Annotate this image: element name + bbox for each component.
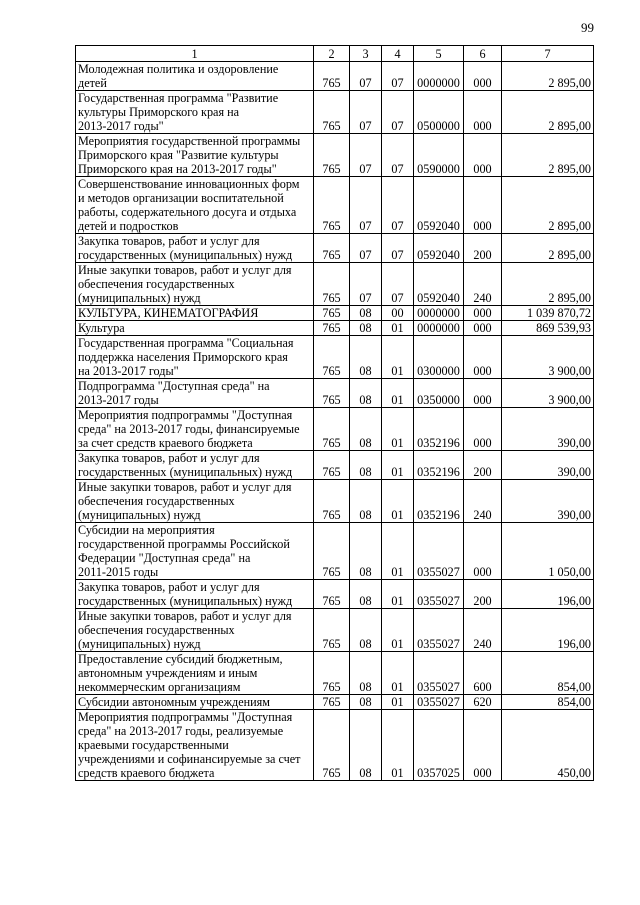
row-amount-cell: 2 895,00: [502, 234, 594, 263]
row-section-cell: 08: [350, 710, 382, 781]
table-row: [76, 609, 594, 652]
row-ministry-cell: 765: [314, 62, 350, 91]
row-name-cell: Государственная программа "Социальная поддержка населения Приморского края на 2013-2017 годы": [76, 336, 314, 379]
row-expense-type-cell: 240: [464, 263, 502, 306]
row-subsection-cell: 07: [382, 263, 414, 306]
row-amount-cell: 1 039 870,72: [502, 306, 594, 321]
row-ministry-cell: 765: [314, 134, 350, 177]
row-name-cell: Закупка товаров, работ и услуг для государственных (муниципальных) нужд: [76, 451, 314, 480]
header-cell-amount: 7: [502, 46, 594, 62]
row-amount-cell: 450,00: [502, 710, 594, 781]
row-ministry-cell: 765: [314, 408, 350, 451]
row-ministry-cell: 765: [314, 609, 350, 652]
row-target-article-cell: 0355027: [414, 523, 464, 580]
budget-table: [75, 45, 594, 781]
row-name-cell: Государственная программа "Развитие культуры Приморского края на 2013-2017 годы": [76, 91, 314, 134]
row-target-article-cell: 0350000: [414, 379, 464, 408]
row-name-cell: Совершенствование инновационных форм и методов организации воспитательной работы, содержательного досуга и отдыха детей и подростков: [76, 177, 314, 234]
row-amount-cell: 390,00: [502, 451, 594, 480]
row-ministry-cell: 765: [314, 580, 350, 609]
row-expense-type-cell: 200: [464, 580, 502, 609]
row-expense-type-cell: 200: [464, 234, 502, 263]
row-amount-cell: 196,00: [502, 609, 594, 652]
row-ministry-cell: 765: [314, 451, 350, 480]
row-name-cell: Предоставление субсидий бюджетным, автономным учреждениям и иным некоммерческим организациям: [76, 652, 314, 695]
row-section-cell: 07: [350, 134, 382, 177]
row-section-cell: 08: [350, 321, 382, 336]
row-target-article-cell: 0357025: [414, 710, 464, 781]
row-subsection-cell: 01: [382, 480, 414, 523]
row-expense-type-cell: 000: [464, 523, 502, 580]
row-target-article-cell: 0355027: [414, 652, 464, 695]
row-ministry-cell: 765: [314, 91, 350, 134]
row-expense-type-cell: 620: [464, 695, 502, 710]
row-section-cell: 08: [350, 609, 382, 652]
row-expense-type-cell: 600: [464, 652, 502, 695]
table-row: [76, 580, 594, 609]
row-amount-cell: 2 895,00: [502, 62, 594, 91]
row-name-cell: Закупка товаров, работ и услуг для государственных (муниципальных) нужд: [76, 580, 314, 609]
row-ministry-cell: 765: [314, 321, 350, 336]
row-target-article-cell: 0500000: [414, 91, 464, 134]
header-cell-ministry: 2: [314, 46, 350, 62]
row-name-cell: Субсидии автономным учреждениям: [76, 695, 314, 710]
table-row: [76, 408, 594, 451]
row-target-article-cell: 0592040: [414, 234, 464, 263]
table-row: [76, 336, 594, 379]
row-amount-cell: 2 895,00: [502, 177, 594, 234]
row-ministry-cell: 765: [314, 177, 350, 234]
row-amount-cell: 2 895,00: [502, 263, 594, 306]
table-header-row: [76, 46, 594, 62]
row-subsection-cell: 07: [382, 62, 414, 91]
row-section-cell: 07: [350, 91, 382, 134]
row-expense-type-cell: 200: [464, 451, 502, 480]
table-row: [76, 523, 594, 580]
header-cell-name: 1: [76, 46, 314, 62]
row-section-cell: 08: [350, 408, 382, 451]
row-target-article-cell: 0352196: [414, 451, 464, 480]
row-ministry-cell: 765: [314, 652, 350, 695]
row-ministry-cell: 765: [314, 234, 350, 263]
row-name-cell: КУЛЬТУРА, КИНЕМАТОГРАФИЯ: [76, 306, 314, 321]
row-section-cell: 07: [350, 177, 382, 234]
row-name-cell: Иные закупки товаров, работ и услуг для обеспечения государственных (муниципальных) нужд: [76, 263, 314, 306]
row-amount-cell: 3 900,00: [502, 379, 594, 408]
row-amount-cell: 854,00: [502, 695, 594, 710]
row-target-article-cell: 0352196: [414, 408, 464, 451]
row-expense-type-cell: 000: [464, 710, 502, 781]
table-row: [76, 91, 594, 134]
row-expense-type-cell: 240: [464, 480, 502, 523]
row-subsection-cell: 01: [382, 580, 414, 609]
row-target-article-cell: 0592040: [414, 263, 464, 306]
row-subsection-cell: 07: [382, 134, 414, 177]
table-row: [76, 234, 594, 263]
row-expense-type-cell: 000: [464, 134, 502, 177]
row-name-cell: Иные закупки товаров, работ и услуг для обеспечения государственных (муниципальных) нужд: [76, 609, 314, 652]
row-amount-cell: 2 895,00: [502, 91, 594, 134]
row-target-article-cell: 0300000: [414, 336, 464, 379]
row-amount-cell: 3 900,00: [502, 336, 594, 379]
row-target-article-cell: 0000000: [414, 306, 464, 321]
row-section-cell: 08: [350, 451, 382, 480]
row-expense-type-cell: 240: [464, 609, 502, 652]
row-section-cell: 08: [350, 379, 382, 408]
row-ministry-cell: 765: [314, 336, 350, 379]
table-row: [76, 321, 594, 336]
row-expense-type-cell: 000: [464, 306, 502, 321]
row-name-cell: Субсидии на мероприятия государственной программы Российской Федерации "Доступная среда" на 2011-2015 годы: [76, 523, 314, 580]
table-row: [76, 652, 594, 695]
row-section-cell: 08: [350, 580, 382, 609]
row-expense-type-cell: 000: [464, 321, 502, 336]
table-row: [76, 379, 594, 408]
row-subsection-cell: 01: [382, 408, 414, 451]
header-cell-target-article: 5: [414, 46, 464, 62]
row-ministry-cell: 765: [314, 480, 350, 523]
row-name-cell: Иные закупки товаров, работ и услуг для обеспечения государственных (муниципальных) нужд: [76, 480, 314, 523]
row-subsection-cell: 07: [382, 177, 414, 234]
table-row: [76, 62, 594, 91]
row-ministry-cell: 765: [314, 263, 350, 306]
row-expense-type-cell: 000: [464, 408, 502, 451]
row-subsection-cell: 01: [382, 609, 414, 652]
row-subsection-cell: 01: [382, 710, 414, 781]
row-ministry-cell: 765: [314, 379, 350, 408]
row-target-article-cell: 0355027: [414, 609, 464, 652]
row-subsection-cell: 01: [382, 695, 414, 710]
row-name-cell: Молодежная политика и оздоровление детей: [76, 62, 314, 91]
row-section-cell: 07: [350, 263, 382, 306]
row-subsection-cell: 00: [382, 306, 414, 321]
table-row: [76, 263, 594, 306]
row-amount-cell: 390,00: [502, 480, 594, 523]
row-amount-cell: 196,00: [502, 580, 594, 609]
table-row: [76, 710, 594, 781]
row-section-cell: 08: [350, 652, 382, 695]
row-target-article-cell: 0355027: [414, 580, 464, 609]
row-subsection-cell: 01: [382, 523, 414, 580]
row-subsection-cell: 01: [382, 379, 414, 408]
row-section-cell: 08: [350, 523, 382, 580]
row-amount-cell: 1 050,00: [502, 523, 594, 580]
row-amount-cell: 2 895,00: [502, 134, 594, 177]
row-target-article-cell: 0592040: [414, 177, 464, 234]
row-amount-cell: 390,00: [502, 408, 594, 451]
row-target-article-cell: 0352196: [414, 480, 464, 523]
row-name-cell: Мероприятия подпрограммы "Доступная среда" на 2013-2017 годы, реализуемые краевыми государственными учреждениями и софинансируемые за счет средств краевого бюджета: [76, 710, 314, 781]
row-section-cell: 07: [350, 62, 382, 91]
row-section-cell: 08: [350, 480, 382, 523]
row-section-cell: 08: [350, 695, 382, 710]
row-target-article-cell: 0000000: [414, 62, 464, 91]
row-subsection-cell: 01: [382, 336, 414, 379]
row-target-article-cell: 0355027: [414, 695, 464, 710]
row-name-cell: Культура: [76, 321, 314, 336]
row-ministry-cell: 765: [314, 523, 350, 580]
table-row: [76, 695, 594, 710]
header-cell-section: 3: [350, 46, 382, 62]
row-subsection-cell: 01: [382, 652, 414, 695]
table-row: [76, 177, 594, 234]
row-expense-type-cell: 000: [464, 91, 502, 134]
row-expense-type-cell: 000: [464, 177, 502, 234]
row-subsection-cell: 07: [382, 91, 414, 134]
header-cell-subsection: 4: [382, 46, 414, 62]
row-target-article-cell: 0000000: [414, 321, 464, 336]
header-cell-expense-type: 6: [464, 46, 502, 62]
row-expense-type-cell: 000: [464, 62, 502, 91]
row-target-article-cell: 0590000: [414, 134, 464, 177]
row-name-cell: Мероприятия государственной программы Приморского края "Развитие культуры Приморского края на 2013-2017 годы": [76, 134, 314, 177]
table-row: [76, 451, 594, 480]
page-number: 99: [581, 20, 594, 35]
row-ministry-cell: 765: [314, 306, 350, 321]
row-subsection-cell: 01: [382, 451, 414, 480]
row-section-cell: 08: [350, 306, 382, 321]
table-row: [76, 134, 594, 177]
row-expense-type-cell: 000: [464, 379, 502, 408]
row-subsection-cell: 07: [382, 234, 414, 263]
row-subsection-cell: 01: [382, 321, 414, 336]
row-amount-cell: 869 539,93: [502, 321, 594, 336]
row-section-cell: 07: [350, 234, 382, 263]
table-row: [76, 306, 594, 321]
row-expense-type-cell: 000: [464, 336, 502, 379]
row-ministry-cell: 765: [314, 695, 350, 710]
row-ministry-cell: 765: [314, 710, 350, 781]
table-row: [76, 480, 594, 523]
row-section-cell: 08: [350, 336, 382, 379]
row-name-cell: Мероприятия подпрограммы "Доступная среда" на 2013-2017 годы, финансируемые за счет средств краевого бюджета: [76, 408, 314, 451]
row-name-cell: Подпрограмма "Доступная среда" на 2013-2017 годы: [76, 379, 314, 408]
row-amount-cell: 854,00: [502, 652, 594, 695]
row-name-cell: Закупка товаров, работ и услуг для государственных (муниципальных) нужд: [76, 234, 314, 263]
